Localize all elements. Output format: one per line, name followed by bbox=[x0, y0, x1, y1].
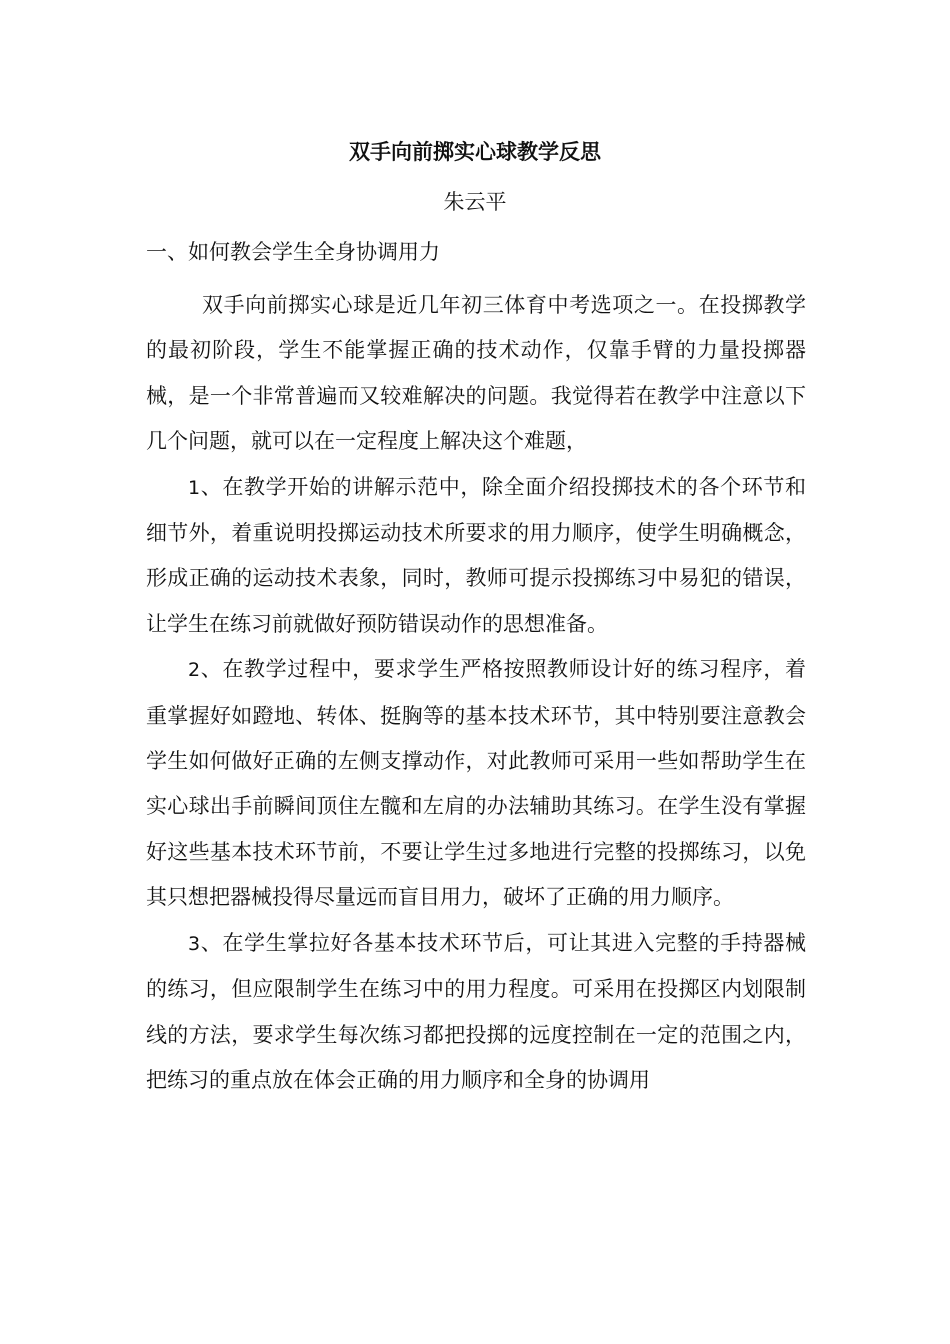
paragraph-text: 、在教学开始的讲解示范中，除全面介绍投掷技术的各个环节和细节外，着重说明投掷运动技术所要求的用力顺序，使学生明确概念，形成正确的运动技术表象，同时，教师可提示投掷练习中易犯的错误，让学生在练习前就做好预防错误动作的思想准备。 bbox=[146, 474, 806, 636]
body-text bbox=[146, 283, 806, 1103]
paragraph-point-2 bbox=[146, 647, 806, 920]
paragraph-number: 3 bbox=[188, 932, 201, 955]
paragraph-text: 、在学生掌拉好各基本技术环节后，可让其进入完整的手持器械的练习，但应限制学生在练习中的用力程度。可采用在投掷区内划限制线的方法，要求学生每次练习都把投掷的远度控制在一定的范围之内，把练习的重点放在体会正确的用力顺序和全身的协调用 bbox=[146, 930, 806, 1092]
author-name: 朱云平 bbox=[443, 190, 507, 214]
paragraph-number: 1 bbox=[188, 476, 201, 499]
paragraph-number: 2 bbox=[188, 659, 201, 682]
paragraph-text: 、在教学过程中，要求学生严格按照教师设计好的练习程序，着重掌握好如蹬地、转体、挺胸等的基本技术环节，其中特别要注意教会学生如何做好正确的左侧支撑动作，对此教师可采用一些如帮助学生在实心球出手前瞬间顶住左髋和左肩的办法辅助其练习。在学生没有掌握好这些基本技术环节前，不要让学生过多地进行完整的投掷练习，以免其只想把器械投得尽量远而盲目用力，破坏了正确的用力顺序。 bbox=[146, 657, 806, 910]
paragraph-text: 双手向前掷实心球是近几年初三体育中考选项之一。在投掷教学的最初阶段，学生不能掌握正确的技术动作，仅靠手臂的力量投掷器械，是一个非常普遍而又较难解决的问题。我觉得若在教学中注意以下几个问题，就可以在一定程度上解决这个难题， bbox=[146, 293, 806, 454]
paragraph-intro bbox=[146, 283, 806, 465]
document-title: 双手向前掷实心球教学反思 bbox=[349, 140, 601, 164]
paragraph-point-1 bbox=[146, 465, 806, 648]
section-heading: 一、如何教会学生全身协调用力 bbox=[146, 240, 440, 264]
paragraph-point-3 bbox=[146, 921, 806, 1104]
